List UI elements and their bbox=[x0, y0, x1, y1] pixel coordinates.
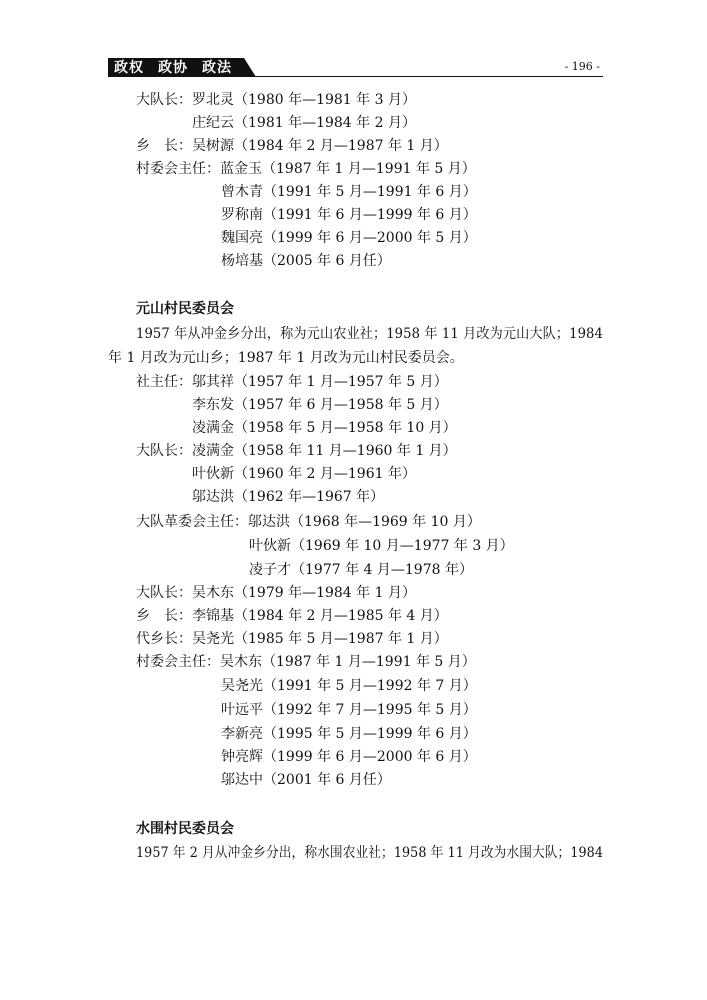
text-line: 社主任：邬其祥（1957 年 1 月—1957 年 5 月） bbox=[136, 374, 448, 390]
text-line: 魏国亮（1999 年 6 月—2000 年 5 月） bbox=[221, 230, 477, 246]
text-line: 叶伙新（1960 年 2 月—1961 年） bbox=[192, 466, 416, 482]
running-header bbox=[114, 59, 246, 77]
text-line: 大队长：吴木东（1979 年—1984 年 1 月） bbox=[136, 585, 416, 601]
paragraph-line: 1957 年从冲金乡分出，称为元山农业社；1958 年 11 月改为元山大队；1984 bbox=[136, 326, 604, 342]
text-line: 吴尧光（1991 年 5 月—1992 年 7 月） bbox=[221, 678, 477, 694]
text-line: 凌子才（1977 年 4 月—1978 年） bbox=[249, 562, 473, 578]
text-line: 李新亮（1995 年 5 月—1999 年 6 月） bbox=[221, 726, 477, 742]
text-line: 杨培基（2005 年 6 月任） bbox=[221, 253, 391, 269]
section-heading: 水围村民委员会 bbox=[136, 821, 234, 837]
text-line: 叶远平（1992 年 7 月—1995 年 5 月） bbox=[221, 702, 477, 718]
text-line: 代乡长：吴尧光（1985 年 5 月—1987 年 1 月） bbox=[136, 631, 448, 647]
header-item-zhengquan: 政权 bbox=[114, 60, 144, 76]
text-line: 钟亮辉（1999 年 6 月—2000 年 6 月） bbox=[221, 749, 477, 765]
text-line: 叶伙新（1969 年 10 月—1977 年 3 月） bbox=[249, 538, 514, 554]
paragraph-line: 1957 年 2 月从冲金乡分出，称水围农业社；1958 年 11 月改为水围大队；1984 bbox=[136, 845, 604, 861]
text-line: 大队革委会主任：邬达洪（1968 年—1969 年 10 月） bbox=[136, 514, 481, 530]
text-line: 邬达洪（1962 年—1967 年） bbox=[192, 489, 385, 505]
text-line: 乡 长：吴树源（1984 年 2 月—1987 年 1 月） bbox=[136, 138, 448, 154]
header-item-zhengxie: 政协 bbox=[158, 60, 188, 76]
text-line: 大队长：罗北灵（1980 年—1981 年 3 月） bbox=[136, 92, 416, 108]
text-line: 邬达中（2001 年 6 月任） bbox=[221, 772, 391, 788]
text-line: 曾木青（1991 年 5 月—1991 年 6 月） bbox=[221, 184, 477, 200]
header-rule bbox=[108, 76, 603, 77]
text-line: 凌满金（1958 年 5 月—1958 年 10 月） bbox=[192, 420, 457, 436]
text-line: 村委会主任：吴木东（1987 年 1 月—1991 年 5 月） bbox=[136, 654, 476, 670]
text-line: 村委会主任：蓝金玉（1987 年 1 月—1991 年 5 月） bbox=[136, 161, 476, 177]
paragraph-line: 年 1 月改为元山乡；1987 年 1 月改为元山村民委员会。 bbox=[108, 350, 464, 366]
text-line: 大队长：凌满金（1958 年 11 月—1960 年 1 月） bbox=[136, 443, 457, 459]
text-line: 李东发（1957 年 6 月—1958 年 5 月） bbox=[192, 397, 448, 413]
text-line: 乡 长：李锦基（1984 年 2 月—1985 年 4 月） bbox=[136, 608, 448, 624]
section-heading: 元山村民委员会 bbox=[136, 301, 234, 317]
page-number: - 196 - bbox=[564, 60, 600, 73]
header-item-zhengfa: 政法 bbox=[202, 60, 232, 76]
text-line: 庄纪云（1981 年—1984 年 2 月） bbox=[192, 115, 416, 131]
text-line: 罗称南（1991 年 6 月—1999 年 6 月） bbox=[221, 207, 477, 223]
